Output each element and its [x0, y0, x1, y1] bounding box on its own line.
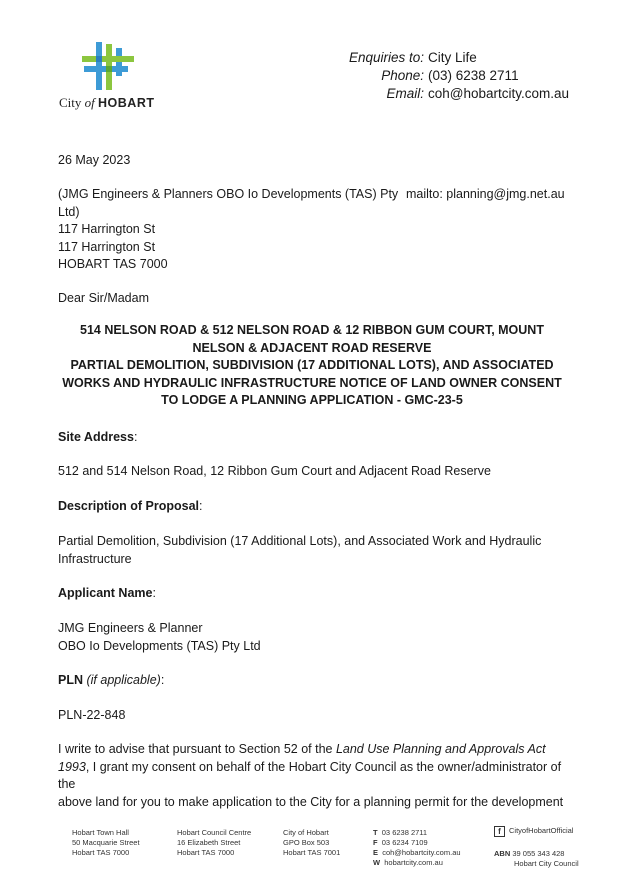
applicant-label: Applicant Name:: [58, 586, 156, 600]
recipient-address: (JMG Engineers & Planners OBO Io Developments (TAS) Pty Ltd) 117 Harrington St 117 Harrington St HOBART TAS 7000: [58, 187, 399, 271]
pln-label: PLN (if applicable):: [58, 673, 165, 687]
footer-town-hall: Hobart Town Hall 50 Macquarie Street Hobart TAS 7000: [72, 828, 140, 857]
enquiries-label: Enquiries to:: [348, 50, 424, 65]
site-address-label: Site Address:: [58, 430, 138, 444]
footer-postal: City of Hobart GPO Box 503 Hobart TAS 7001: [283, 828, 341, 857]
phone-value: (03) 6238 2711: [428, 68, 519, 83]
phone-label: Phone:: [381, 68, 424, 83]
logo-wordmark: City of HOBART: [59, 95, 155, 110]
footer-website-link[interactable]: hobartcity.com.au: [384, 858, 443, 867]
enquiries-value: City Life: [428, 50, 477, 65]
footer-contact: T 03 6238 2711 F 03 6234 7109 E coh@hobartcity.com.au W hobartcity.com.au: [373, 828, 461, 867]
recipient-email-link[interactable]: mailto: planning@jmg.net.au: [406, 187, 565, 201]
pln-value: PLN-22-848: [58, 708, 126, 722]
consent-paragraph: I write to advise that pursuant to Section 52 of the Land Use Planning and Approvals Act 1993, I grant my consent on behalf of the Hobart City Council as the owner/administrator of the above land for you to make application to the City for a planning permit for the development: [58, 742, 564, 809]
letter-heading: 514 NELSON ROAD & 512 NELSON ROAD & 12 RIBBON GUM COURT, MOUNT NELSON & ADJACENT ROAD RESERVE PARTIAL DEMOLITION, SUBDIVISION (17 ADDITIONAL LOTS), AND ASSOCIATED WORKS AND HYDRAULIC INFRASTRUCTURE NOTICE OF LAND OWNER CONSENT TO LODGE A PLANNING APPLICATION - GMC-23-5: [62, 323, 562, 407]
applicant-value: JMG Engineers & Planner OBO Io Developments (TAS) Pty Ltd: [58, 621, 261, 653]
facebook-icon: f: [494, 826, 505, 837]
enquiries-values: [428, 49, 569, 103]
footer-council-centre: Hobart Council Centre 16 Elizabeth Street Hobart TAS 7000: [177, 828, 252, 857]
footer-email-link[interactable]: coh@hobartcity.com.au: [382, 848, 461, 857]
footer-facebook[interactable]: f CityofHobartOfficial: [494, 826, 573, 837]
site-address-value: 512 and 514 Nelson Road, 12 Ribbon Gum Court and Adjacent Road Reserve: [58, 464, 491, 478]
city-of-hobart-logo-icon: [82, 42, 134, 92]
description-value: Partial Demolition, Subdivision (17 Additional Lots), and Associated Work and Hydraulic Infrastructure: [58, 534, 542, 566]
enquiries-labels: [349, 49, 424, 103]
email-value: coh@hobartcity.com.au: [428, 86, 570, 101]
letter-date: 26 May 2023: [58, 153, 131, 167]
description-label: Description of Proposal:: [58, 499, 203, 513]
email-label: Email:: [386, 86, 424, 101]
footer-abn: ABN 39 055 343 428 Hobart City Council: [494, 849, 579, 868]
salutation: Dear Sir/Madam: [58, 291, 149, 305]
